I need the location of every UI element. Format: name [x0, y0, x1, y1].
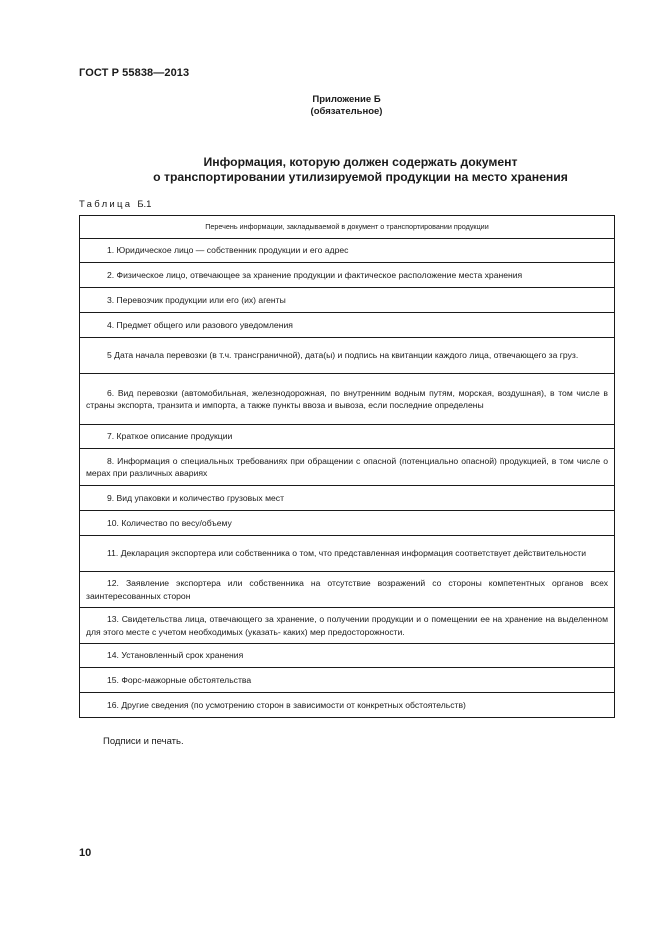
row-text: 1. Юридическое лицо — собственник продукции и его адрес — [107, 245, 349, 256]
table-cell — [80, 693, 615, 718]
table-row — [80, 425, 615, 449]
row-text: 9. Вид упаковки и количество грузовых мест — [107, 492, 285, 503]
table-cell — [80, 449, 615, 486]
table-row — [80, 644, 615, 668]
table-row — [80, 338, 615, 374]
document-code: ГОСТ Р 55838—2013 — [79, 67, 190, 79]
row-text: 2. Физическое лицо, отвечающее за хранение продукции и фактическое расположение места хранения — [107, 269, 523, 280]
table-cell — [80, 239, 615, 263]
table-cell — [80, 425, 615, 449]
information-table — [79, 215, 615, 718]
row-text: 13. Свидетельства лица, отвечающего за хранение, о получении продукции и о помещении ее на хранение на выделенном для этого месте с учетом необходимых (указать- каких) мер предосторожности. — [86, 614, 608, 637]
row-text: 15. Форс-мажорные обстоятельства — [107, 674, 252, 685]
row-text: 12. Заявление экспортера или собственника на отсутствие возражений со стороны компетентных органов всех заинтересованных сторон — [86, 578, 608, 601]
table-cell — [80, 536, 615, 572]
table-cell — [80, 374, 615, 425]
row-text: 10. Количество по весу/объему — [107, 517, 232, 528]
table-label-number: Б.1 — [137, 199, 152, 210]
table-row — [80, 536, 615, 572]
table-row — [80, 288, 615, 313]
row-text: 6. Вид перевозки (автомобильная, железнодорожная, по внутренним водным путям, морская, воздушная), в том числе в страны экспорта, транзита и импорта, а также пункты ввоза и вывоза, если последние определены — [86, 387, 608, 410]
row-text: 4. Предмет общего или разового уведомления — [107, 319, 293, 330]
row-text: 11. Декларация экспортера или собственника о том, что представленная информация соответствует действительности — [107, 548, 586, 559]
row-text: 14. Установленный срок хранения — [107, 650, 244, 661]
table-cell — [80, 572, 615, 608]
document-title-line-2: о транспортировании утилизируемой продукции на место хранения — [153, 170, 568, 184]
table-cell — [80, 644, 615, 668]
table-cell — [80, 486, 615, 511]
table-row — [80, 313, 615, 338]
table-row — [80, 239, 615, 263]
signature-note: Подписи и печать. — [103, 736, 184, 747]
annex-title: Приложение Б — [312, 94, 381, 105]
table-row — [80, 449, 615, 486]
row-text: 5 Дата начала перевозки (в т.ч. трансграничной), дата(ы) и подпись на квитанции каждого лица, отвечающего за груз. — [107, 350, 579, 361]
row-text: 3. Перевозчик продукции или его (их) агенты — [107, 294, 286, 305]
row-text: 16. Другие сведения (по усмотрению сторон в зависимости от конкретных обстоятельств) — [107, 699, 466, 710]
table-row — [80, 572, 615, 608]
table-label — [79, 199, 151, 210]
table-label-prefix: Таблица — [79, 199, 133, 210]
table-cell — [80, 263, 615, 288]
table-row — [80, 668, 615, 693]
row-text: 8. Информация о специальных требованиях при обращении с опасной (потенциально опасной) продукцией, в том числе о мерах при различных авариях — [86, 455, 608, 478]
table-row — [80, 511, 615, 536]
annex-status: (обязательное) — [310, 106, 383, 117]
table-cell — [80, 338, 615, 374]
table-cell — [80, 668, 615, 693]
table-row — [80, 608, 615, 644]
table-header-row — [80, 216, 615, 239]
row-text: 7. Краткое описание продукции — [107, 431, 233, 442]
table-row — [80, 374, 615, 425]
document-title-line-1: Информация, которую должен содержать документ — [203, 155, 518, 169]
page-number: 10 — [79, 847, 92, 859]
table-row — [80, 486, 615, 511]
table-cell — [80, 511, 615, 536]
table-cell — [80, 288, 615, 313]
table-row — [80, 693, 615, 718]
table-cell — [80, 313, 615, 338]
table-row — [80, 263, 615, 288]
table-cell — [80, 608, 615, 644]
table-header-cell: Перечень информации, закладываемой в документ о транспортировании продукции — [80, 216, 615, 239]
